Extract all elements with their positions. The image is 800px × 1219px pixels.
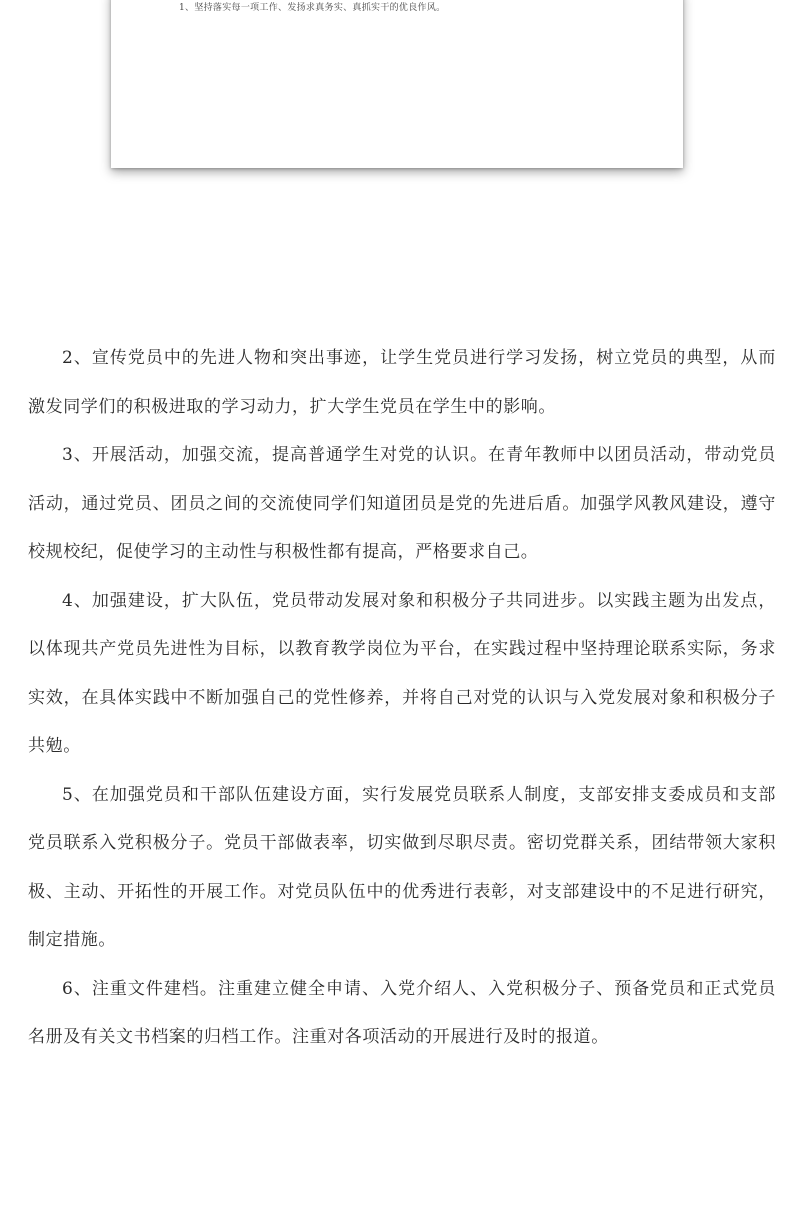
paragraph-6: 6、注重文件建档。注重建立健全申请、入党介绍人、入党积极分子、预备党员和正式党员名册及有关文书档案的归档工作。注重对各项活动的开展进行及时的报道。 xyxy=(28,978,776,1047)
preview-text-line: 1、坚持落实每一项工作、发扬求真务实、真抓实干的优良作风。 xyxy=(179,3,446,13)
paragraph-4: 4、加强建设，扩大队伍，党员带动发展对象和积极分子共同进步。以实践主题为出发点，以体现共产党员先进性为目标，以教育教学岗位为平台，在实践过程中坚持理论联系实际，务求实效，在具体实践中不断加强自己的党性修养，并将自己对党的认识与入党发展对象和积极分子共勉。 xyxy=(28,590,776,756)
document-preview-card xyxy=(111,0,683,168)
paragraph-5: 5、在加强党员和干部队伍建设方面，实行发展党员联系人制度，支部安排支委成员和支部党员联系入党积极分子。党员干部做表率，切实做到尽职尽责。密切党群关系，团结带领大家积极、主动、开拓性的开展工作。对党员队伍中的优秀进行表彰，对支部建设中的不足进行研究，制定措施。 xyxy=(28,784,776,950)
paragraph-2: 2、宣传党员中的先进人物和突出事迹，让学生党员进行学习发扬，树立党员的典型，从而激发同学们的积极进取的学习动力，扩大学生党员在学生中的影响。 xyxy=(28,348,776,417)
document-body xyxy=(28,334,776,1062)
paragraph-3: 3、开展活动，加强交流，提高普通学生对党的认识。在青年教师中以团员活动，带动党员活动，通过党员、团员之间的交流使同学们知道团员是党的先进后盾。加强学风教风建设，遵守校规校纪，促使学习的主动性与积极性都有提高，严格要求自己。 xyxy=(28,445,776,562)
